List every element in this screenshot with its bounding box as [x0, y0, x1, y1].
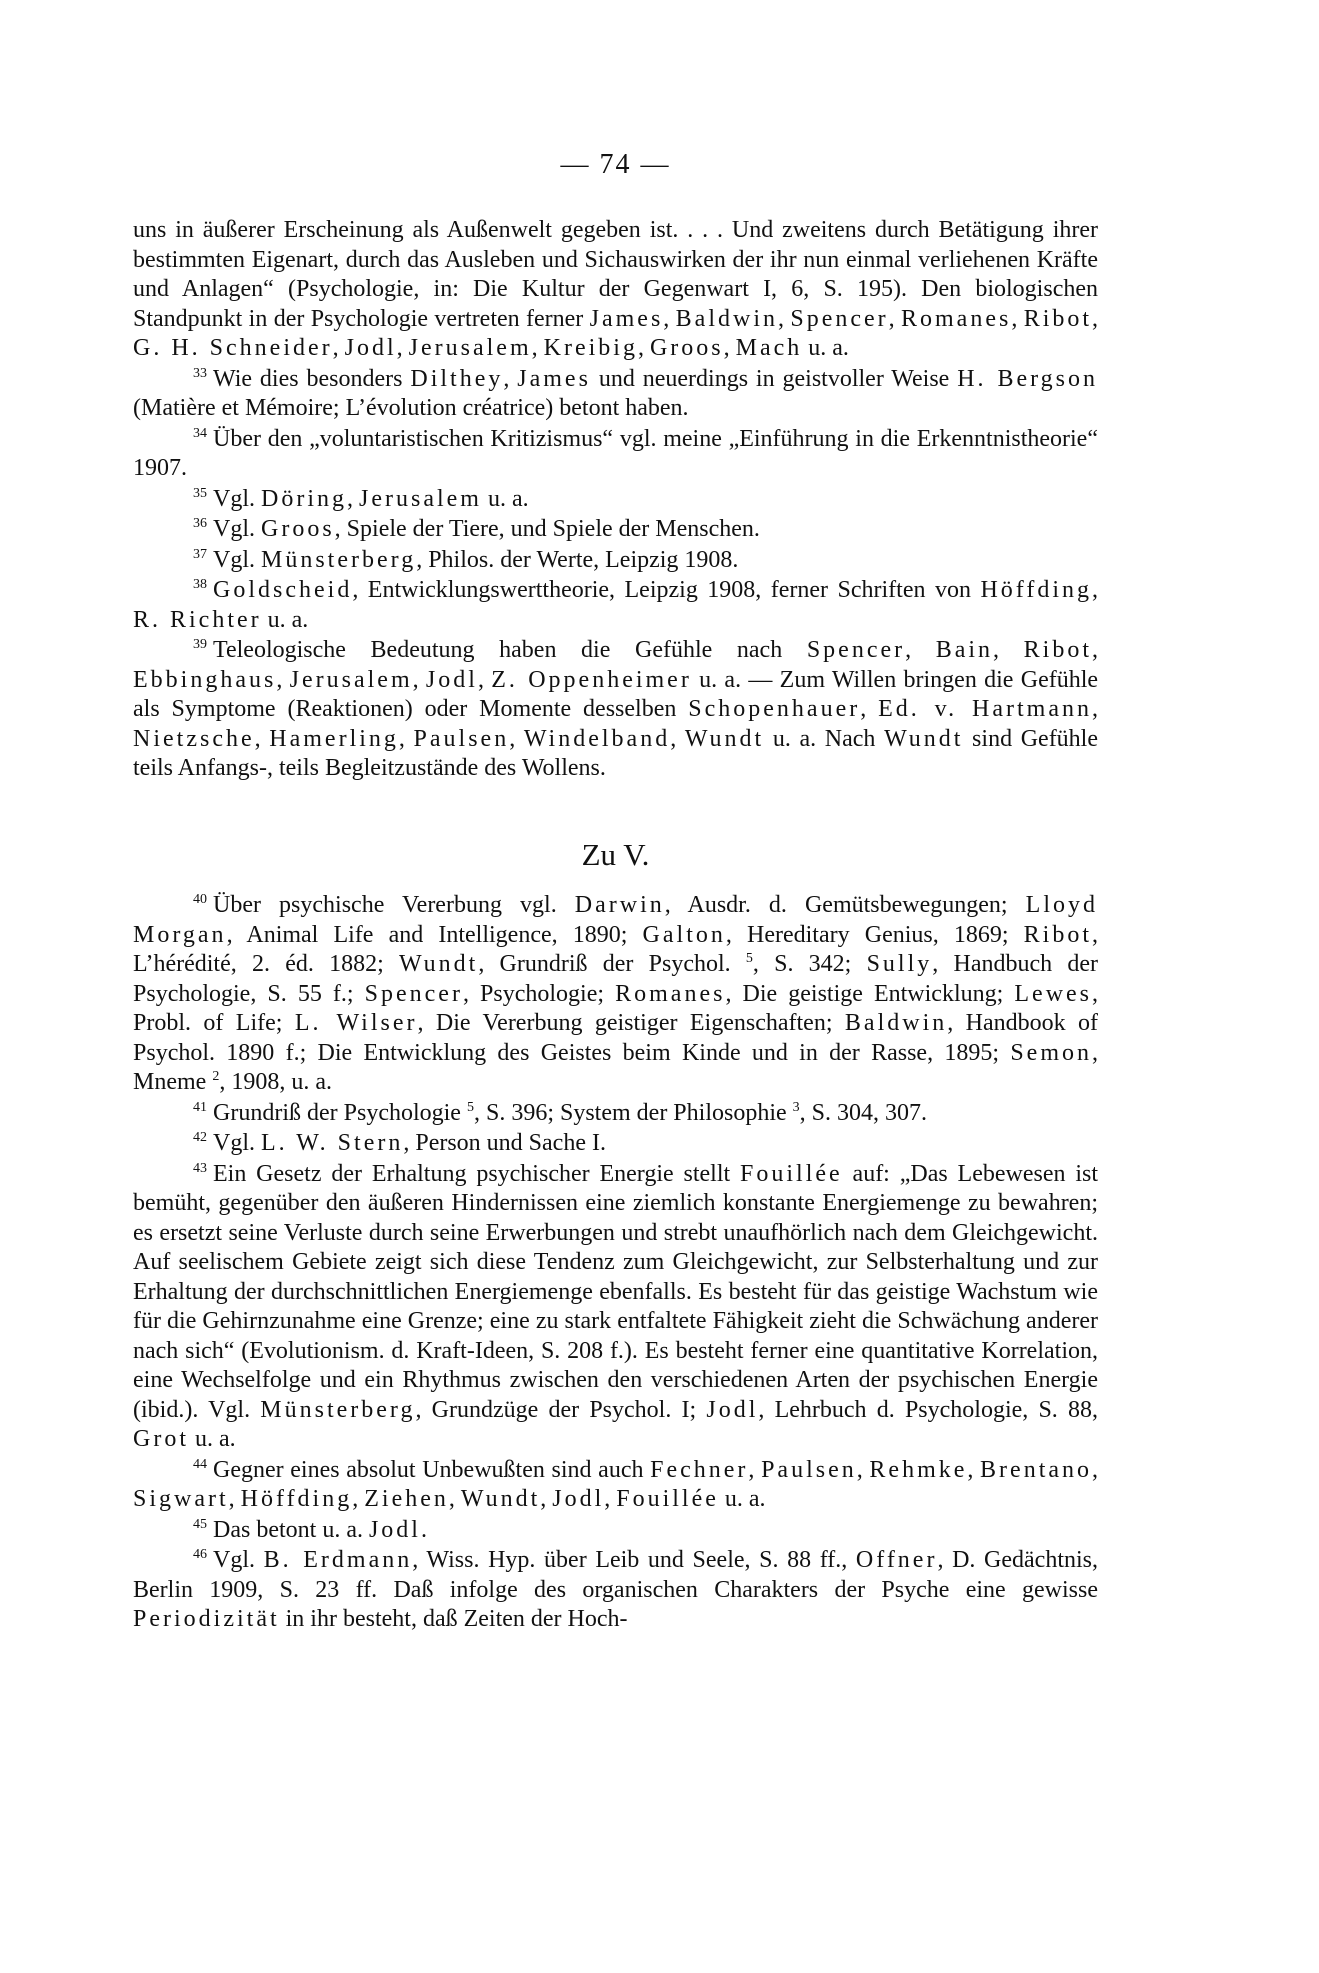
- author-name: Jerusalem: [289, 666, 413, 693]
- endnote-36: [133, 515, 1098, 545]
- author-name: B. Erdmann: [263, 1547, 413, 1573]
- note-text: , Lehrbuch d. Psychologie, S. 88,: [758, 1396, 1098, 1423]
- author-name: Brentano: [980, 1456, 1093, 1483]
- author-name: Paulsen: [413, 725, 510, 752]
- author-name: Windelband: [523, 725, 671, 752]
- author-name: Baldwin: [675, 305, 778, 332]
- note-text: sind Gefühle teils Anfangs-, teils Begleitzustände des Wollens.: [133, 725, 1099, 781]
- author-name: Wundt: [460, 1486, 541, 1512]
- note-text: ,: [905, 637, 936, 663]
- author-name: Schopenhauer: [688, 696, 861, 722]
- note-text: Grundriß der Psychologie: [213, 1099, 467, 1126]
- author-name: Ed. v. Hartmann: [878, 696, 1092, 722]
- endnote-number: 41: [193, 1099, 207, 1115]
- author-name: Wundt: [398, 951, 479, 977]
- author-name: Münsterberg: [261, 546, 417, 573]
- note-text: Ein Gesetz der Erhaltung psychischer Energie stellt: [213, 1160, 741, 1187]
- author-name: Sigwart: [133, 1486, 229, 1512]
- note-text: , Mneme: [133, 1039, 1098, 1095]
- note-text: Vgl.: [213, 516, 261, 542]
- note-text: uns in äußerer Erscheinung als Außenwelt gegeben ist. . . . Und zweitens durch Betätigung ihrer bestimmten Eigenart, durch das Ausleben und Sichauswirken der ihr nun einmal verliehenen Kräfte und Anlagen“ (Psychologie, in: Die Kultur der Gegenwart I, 6, S. 195). Den biologischen Standpunkt in der Psychologie vertreten ferner: [133, 217, 1098, 332]
- endnote-number: 42: [193, 1130, 207, 1145]
- author-name: G. H. Schneider: [133, 335, 333, 361]
- endnote-34: [133, 425, 1098, 484]
- author-name: Jerusalem: [408, 335, 532, 361]
- note-text: ,: [347, 485, 359, 512]
- note-text: , Die geistige Entwicklung;: [725, 980, 1015, 1007]
- note-text: ,: [540, 1486, 553, 1512]
- note-text: u. a.: [189, 1426, 236, 1452]
- endnote-39: [133, 636, 1098, 784]
- note-text: ,: [448, 1486, 461, 1512]
- note-text: u. a. — Zum Willen bringen die Gefühle als Symptome (Reaktionen) oder Momente desselben: [133, 666, 1099, 722]
- endnote-number: 39: [193, 637, 207, 652]
- author-name: Wundt: [684, 725, 765, 752]
- edition-superscript: 3: [792, 1099, 800, 1115]
- author-name: Lloyd Morgan: [133, 892, 1098, 948]
- author-name: Jodl: [425, 666, 478, 693]
- author-name: Jodl: [552, 1486, 605, 1512]
- note-text: u. a.: [718, 1486, 766, 1512]
- endnote-45: [133, 1516, 1098, 1546]
- note-text: , Handbook of Psychol. 1890 f.; Die Entwicklung des Geistes beim Kinde und in der Rasse, 1895;: [133, 1010, 1099, 1066]
- note-text: Gegner eines absolut Unbewußten sind auch: [213, 1456, 651, 1483]
- author-name: Bain: [935, 637, 994, 663]
- note-text: , S. 396; System der Philosophie: [473, 1099, 793, 1126]
- author-name: James: [517, 365, 591, 392]
- note-text: , Grundriß der Psychol.: [478, 951, 746, 977]
- endnote-41: [133, 1099, 1098, 1129]
- author-name: Fouillée: [740, 1160, 843, 1187]
- endnote-continuation: [133, 216, 1098, 364]
- author-name: Groos: [261, 516, 335, 542]
- author-name: Romanes: [901, 305, 1012, 332]
- author-name: Galton: [642, 921, 726, 948]
- author-name: Mach: [735, 335, 803, 361]
- endnote-number: 35: [193, 485, 207, 501]
- edition-superscript: 5: [466, 1099, 474, 1115]
- author-name: Ribot: [1023, 637, 1092, 663]
- page-number: — 74 —: [560, 149, 671, 180]
- author-name: R. Richter: [133, 606, 262, 633]
- note-text: , S. 342;: [752, 951, 867, 977]
- note-text: ,: [967, 1456, 981, 1483]
- note-text: ,: [398, 725, 414, 752]
- author-name: Z. Oppenheimer: [491, 666, 692, 693]
- author-name: Wundt: [884, 725, 964, 752]
- note-text: , Wiss. Hyp. über Leib und Seele, S. 88 ff.,: [412, 1547, 856, 1573]
- author-name: Ribot: [1023, 921, 1092, 948]
- note-text: , Person und Sache I.: [403, 1130, 606, 1156]
- note-text: ,: [670, 725, 685, 752]
- note-text: , Hereditary Genius, 1869;: [725, 921, 1024, 948]
- author-name: Fechner: [650, 1456, 749, 1483]
- endnote-33: [133, 365, 1098, 424]
- note-text: ,: [332, 335, 345, 361]
- note-text: ,: [352, 1486, 365, 1512]
- note-text: ,: [396, 335, 409, 361]
- author-name: Jerusalem: [359, 485, 482, 512]
- author-name: L. W. Stern: [261, 1130, 404, 1156]
- note-text: Vgl.: [213, 1130, 261, 1156]
- note-text: Über psychische Vererbung vgl.: [213, 892, 575, 918]
- endnote-number: 43: [193, 1160, 207, 1176]
- note-text: ,: [723, 335, 736, 361]
- endnote-number: 46: [193, 1547, 207, 1562]
- author-name: Dilthey: [410, 365, 504, 392]
- note-text: u. a.: [261, 606, 309, 633]
- note-text: ,: [748, 1456, 762, 1483]
- author-name: James: [589, 305, 664, 332]
- author-name: Romanes: [615, 980, 726, 1007]
- note-text: auf: „Das Lebewesen ist bemüht, gegenüber den äußeren Hindernissen eine ziemlich konstante Energiemenge zu bewahren; es ersetzt seine Verluste durch seine Erwerbungen und strebt unaufhörlich nach dem Gleichgewicht. Auf seelischem Gebiete zeigt sich diese Tendenz zum Gleichgewicht, zur Selbsterhaltung und zur Erhaltung der durchschnittlichen Energiemenge ebenfalls. Es besteht für das geistige Wachstum wie für die Gehirnzunahme eine Grenze; eine zu stark entfaltete Fähigkeit zieht die Schwächung anderer nach sich“ (Evolutionism. d. Kraft-Ideen, S. 208 f.). Es besteht ferner eine quantitative Korrelation, eine Wechselfolge und ein Rhythmus zwischen den verschiedenen Arten der psychischen Energie (ibid.). Vgl.: [133, 1160, 1099, 1423]
- note-text: , Probl. of Life;: [133, 980, 1099, 1036]
- author-name: Höffding: [240, 1486, 353, 1512]
- author-name: Ziehen: [364, 1486, 449, 1512]
- endnote-42: [133, 1129, 1098, 1159]
- note-text: ,: [993, 637, 1024, 663]
- note-text: Vgl.: [213, 1547, 264, 1573]
- note-text: ,: [1092, 577, 1098, 603]
- endnote-37: [133, 546, 1098, 576]
- note-text: ,: [509, 725, 524, 752]
- endnote-number: 44: [193, 1456, 207, 1472]
- edition-superscript: 2: [212, 1069, 220, 1084]
- note-text: ,: [503, 365, 518, 392]
- author-name: Münsterberg: [260, 1396, 416, 1423]
- note-text: ,: [777, 305, 791, 332]
- note-text: ,: [1092, 1456, 1099, 1483]
- author-name: Jodl: [368, 1516, 421, 1543]
- author-name: Lewes: [1014, 980, 1093, 1007]
- note-text: , Ausdr. d. Gemütsbewegungen;: [664, 892, 1026, 918]
- note-text: , Psychologie;: [462, 980, 616, 1007]
- note-text: , Handbuch der Psychologie, S. 55 f.;: [133, 951, 1099, 1007]
- endnote-43: [133, 1160, 1098, 1455]
- endnote-number: 45: [193, 1516, 207, 1532]
- endnote-38: [133, 576, 1098, 635]
- author-name: Darwin: [574, 892, 665, 918]
- note-text: , Grundzüge der Psychol. I;: [415, 1396, 707, 1423]
- author-name: Hamerling: [269, 725, 399, 752]
- note-text: ,: [477, 666, 492, 693]
- author-name: Paulsen: [761, 1456, 857, 1483]
- note-text: , Spiele der Tiere, und Spiele der Menschen.: [334, 516, 760, 542]
- endnote-number: 40: [193, 892, 207, 907]
- section-heading: Zu V.: [581, 836, 650, 872]
- author-name: Ebbinghaus: [133, 666, 277, 693]
- author-name: Jodl: [344, 335, 397, 361]
- author-name: Döring: [261, 485, 347, 512]
- note-text: , Philos. der Werte, Leipzig 1908.: [416, 546, 739, 573]
- note-text: ,: [1092, 696, 1098, 722]
- note-text: , D. Gedächtnis, Berlin 1909, S. 23 ff. Daß infolge des organischen Charakters der Psyche eine gewisse: [133, 1547, 1098, 1603]
- author-name: L. Wilser: [294, 1010, 418, 1036]
- note-text: ,: [637, 335, 650, 361]
- note-text: in ihr besteht, daß Zeiten der Hoch-: [279, 1606, 628, 1632]
- note-text: ,: [860, 696, 879, 722]
- author-name: Ribot: [1023, 305, 1093, 332]
- endnote-number: 37: [193, 546, 207, 562]
- note-text: ,: [1092, 305, 1099, 332]
- note-text: Vgl.: [213, 485, 261, 512]
- author-name: Spencer: [790, 305, 889, 332]
- endnote-40: [133, 891, 1098, 1098]
- note-text: ,: [1011, 305, 1024, 332]
- endnote-44: [133, 1456, 1098, 1515]
- note-text: , L’hérédité, 2. éd. 1882;: [133, 921, 1098, 977]
- endnotes-continued: [133, 216, 1098, 784]
- author-name: Grot: [133, 1426, 189, 1452]
- note-text: Vgl.: [213, 546, 261, 573]
- note-text: .: [420, 1516, 427, 1543]
- endnote-number: 36: [193, 516, 207, 531]
- note-text: u. a. Nach: [764, 725, 885, 752]
- note-text: ,: [888, 305, 901, 332]
- note-text: ,: [228, 1486, 241, 1512]
- note-text: ,: [1092, 637, 1098, 663]
- note-text: Teleologische Bedeutung haben die Gefühle nach: [213, 637, 807, 663]
- author-name: Sully: [866, 951, 933, 977]
- author-name: Groos: [649, 335, 724, 361]
- endnotes-section-v: [133, 891, 1098, 1635]
- endnote-46: [133, 1546, 1098, 1635]
- author-name: Goldscheid: [213, 577, 353, 603]
- book-page: [133, 150, 1098, 1635]
- note-text: , S. 304, 307.: [799, 1099, 928, 1126]
- note-text: und neuerdings in geistvoller Weise: [590, 365, 958, 392]
- note-text: ,: [276, 666, 290, 693]
- author-name: Periodizität: [133, 1606, 280, 1632]
- author-name: Fouillée: [616, 1486, 719, 1512]
- note-text: (Matière et Mémoire; L’évolution créatrice) betont haben.: [133, 395, 689, 421]
- author-name: Offner: [855, 1547, 938, 1573]
- author-name: Semon: [1010, 1039, 1092, 1066]
- note-text: u. a.: [481, 485, 529, 512]
- author-name: Nietzsche: [133, 725, 255, 752]
- endnote-number: 34: [193, 425, 207, 441]
- note-text: ,: [531, 335, 544, 361]
- note-text: Wie dies besonders: [213, 365, 411, 392]
- author-name: Höffding: [980, 577, 1092, 603]
- author-name: Spencer: [806, 637, 906, 663]
- note-text: Über den „voluntaristischen Kritizismus“ vgl. meine „Einführung in die Erkenntnistheorie“ 1907.: [133, 425, 1098, 481]
- author-name: Jodl: [706, 1396, 759, 1423]
- note-text: ,: [254, 725, 270, 752]
- note-text: u. a.: [802, 335, 849, 361]
- author-name: Spencer: [364, 980, 463, 1007]
- note-text: , Entwicklungswerttheorie, Leipzig 1908, ferner Schriften von: [352, 577, 981, 603]
- note-text: , 1908, u. a.: [219, 1069, 332, 1095]
- author-name: Rehmke: [869, 1456, 968, 1483]
- endnote-number: 33: [193, 365, 207, 381]
- note-text: ,: [663, 305, 676, 332]
- note-text: ,: [856, 1456, 870, 1483]
- author-name: Kreibig: [543, 335, 638, 361]
- note-text: ,: [412, 666, 426, 693]
- author-name: H. Bergson: [957, 365, 1099, 392]
- note-text: , Animal Life and Intelligence, 1890;: [226, 921, 643, 948]
- note-text: , Die Vererbung geistiger Eigenschaften;: [417, 1010, 845, 1036]
- endnote-number: 38: [193, 577, 207, 592]
- edition-superscript: 5: [745, 951, 753, 966]
- endnote-35: [133, 485, 1098, 515]
- note-text: Das betont u. a.: [213, 1516, 369, 1543]
- author-name: Baldwin: [844, 1010, 948, 1036]
- note-text: ,: [604, 1486, 617, 1512]
